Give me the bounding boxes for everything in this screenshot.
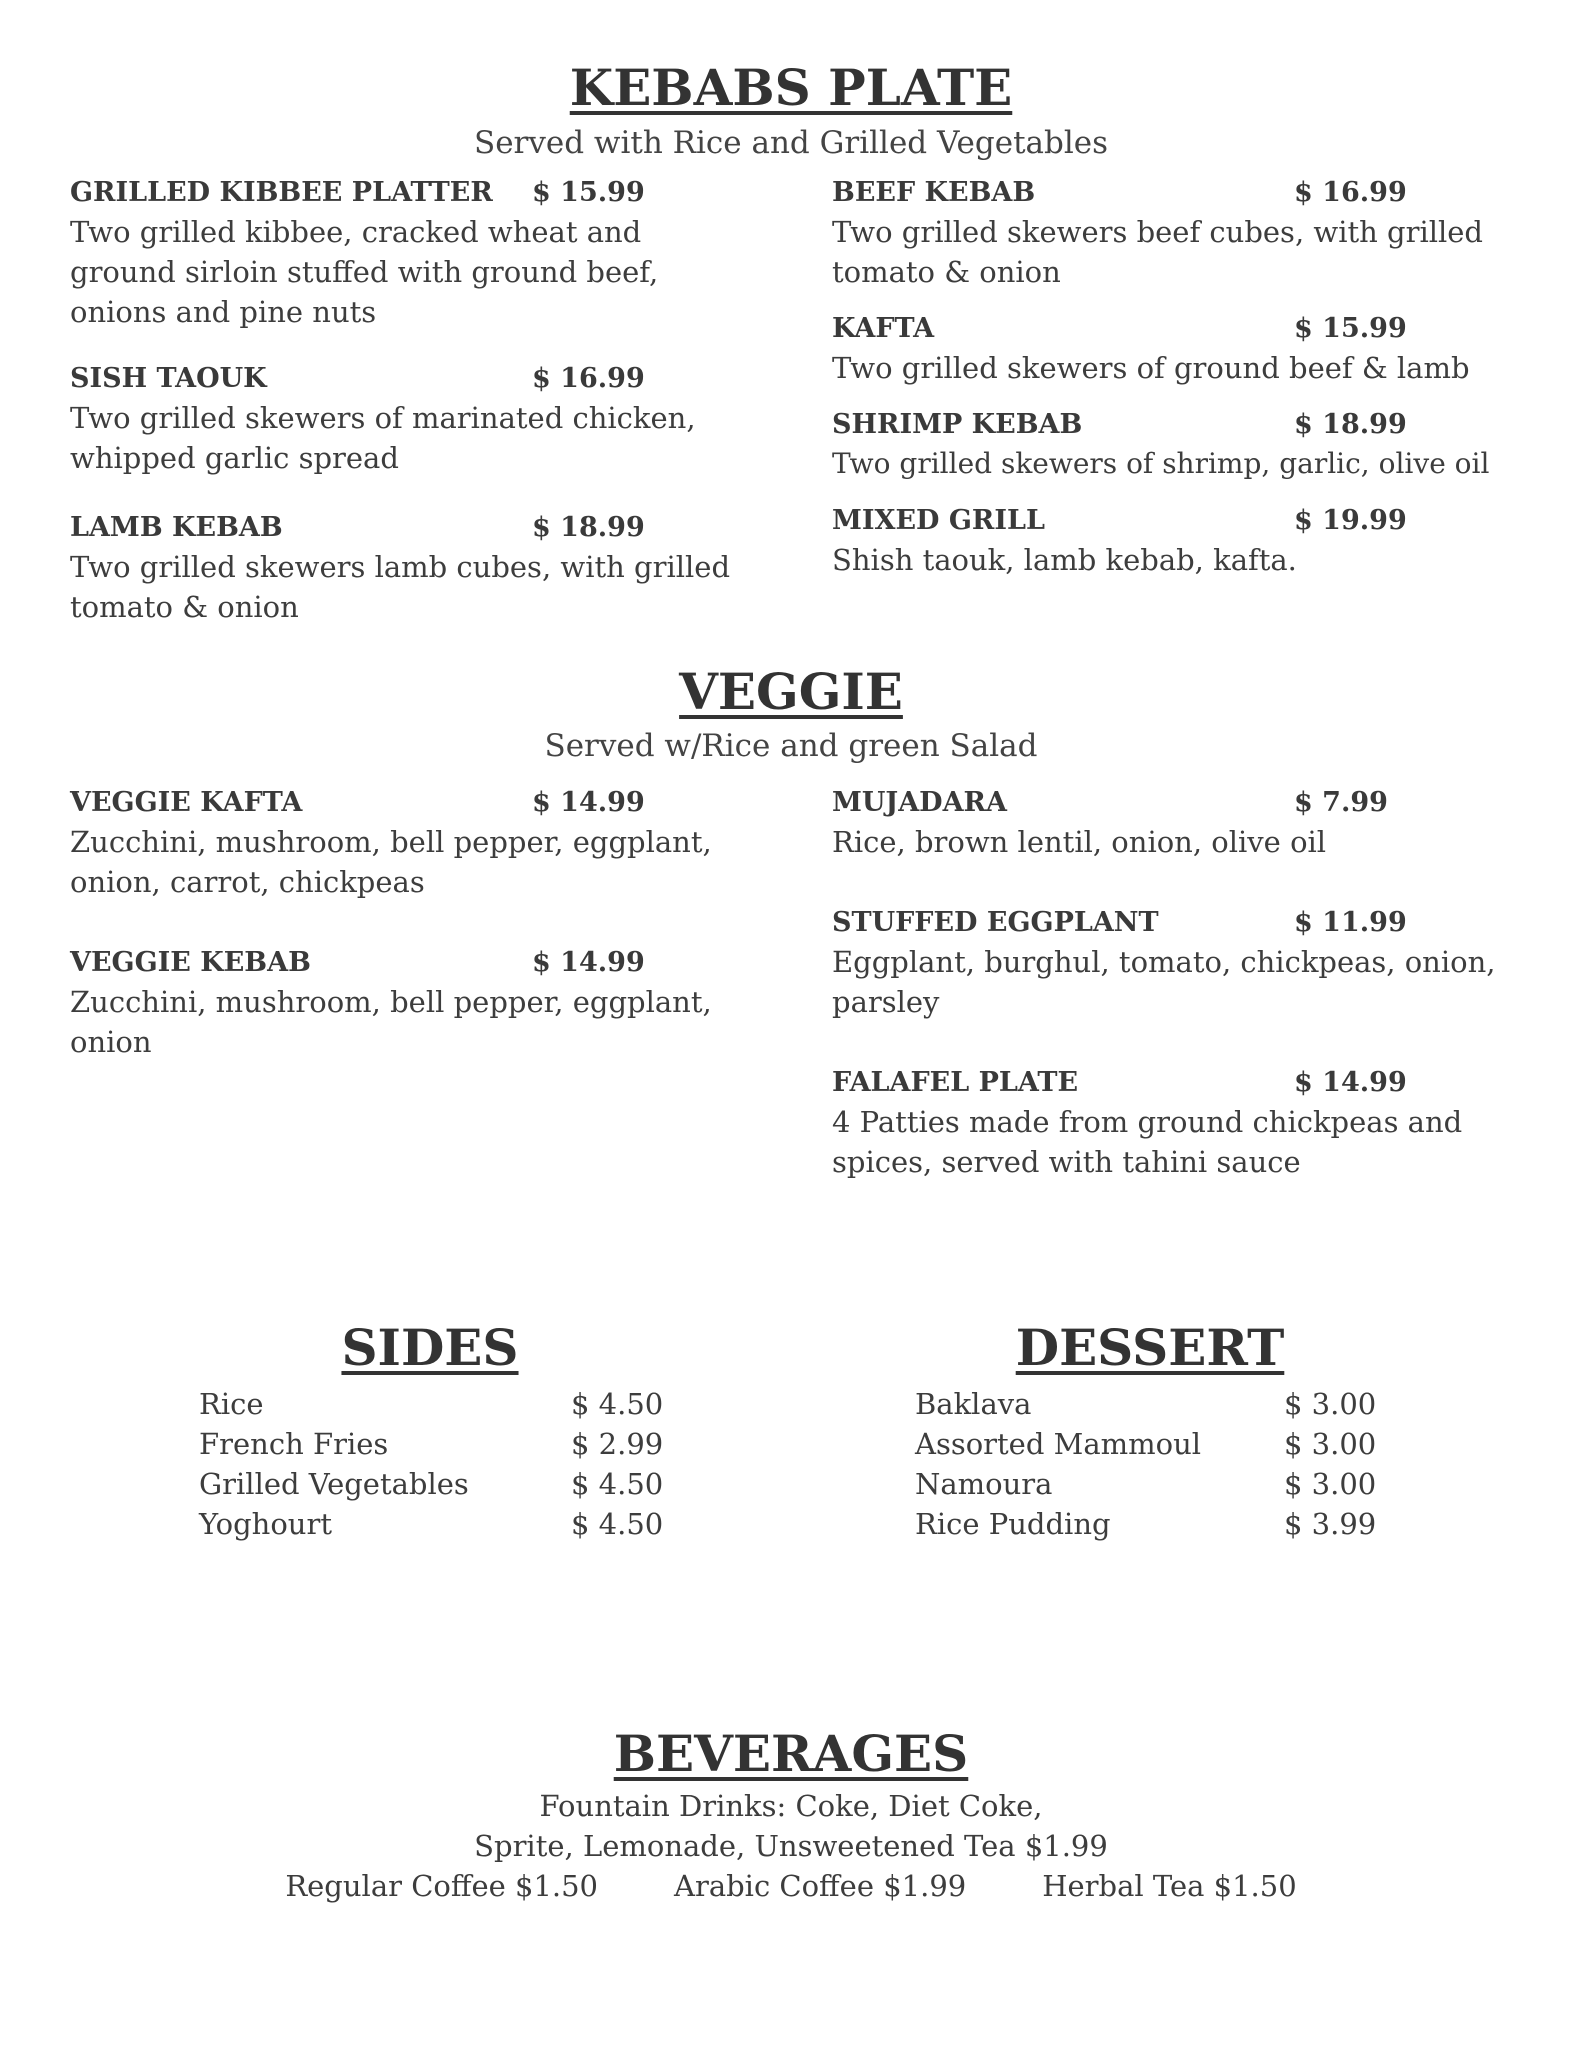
item-price: $ 16.99 bbox=[1294, 177, 1407, 208]
item-description: Two grilled kibbee, cracked wheat and ground sirloin stuffed with ground beef, onions and pine nuts bbox=[70, 215, 659, 329]
list-item bbox=[915, 1384, 1385, 1424]
item-name: SISH TAOUK bbox=[70, 363, 267, 394]
item-description: Two grilled skewers of ground beef & lamb bbox=[832, 351, 1470, 385]
side-name: French Fries bbox=[199, 1427, 389, 1461]
menu-item-beef-kebab bbox=[832, 176, 1512, 292]
menu-item-veggie-kebab bbox=[70, 946, 730, 1062]
item-name: KAFTA bbox=[832, 313, 935, 344]
menu-item-mixed-grill bbox=[832, 504, 1512, 580]
sides-list bbox=[199, 1384, 669, 1544]
item-description: Shish taouk, lamb kebab, kafta. bbox=[832, 543, 1297, 577]
item-description: 4 Patties made from ground chickpeas and spices, served with tahini sauce bbox=[832, 1105, 1463, 1179]
item-name: VEGGIE KAFTA bbox=[70, 787, 303, 818]
dessert-price: $ 3.99 bbox=[1284, 1507, 1377, 1541]
dessert-name: Assorted Mammoul bbox=[915, 1427, 1202, 1461]
item-name: SHRIMP KEBAB bbox=[832, 409, 1083, 440]
kebabs-title: KEBABS PLATE bbox=[569, 58, 1013, 117]
herbal-tea: Herbal Tea $1.50 bbox=[1042, 1869, 1297, 1903]
menu-item-kafta bbox=[832, 312, 1512, 388]
item-description: Zucchini, mushroom, bell pepper, eggplant, onion, carrot, chickpeas bbox=[70, 825, 712, 899]
item-description: Eggplant, burghul, tomato, chickpeas, onion, parsley bbox=[832, 945, 1496, 1019]
beverages-fountain-line: Fountain Drinks: Coke, Diet Coke, bbox=[539, 1789, 1043, 1823]
list-item bbox=[199, 1384, 669, 1424]
kebabs-subtitle: Served with Rice and Grilled Vegetables bbox=[473, 125, 1109, 161]
veggie-title: VEGGIE bbox=[679, 662, 903, 721]
dessert-name: Namoura bbox=[915, 1467, 1053, 1501]
side-name: Rice bbox=[199, 1387, 264, 1421]
menu-item-veggie-kafta bbox=[70, 786, 730, 902]
item-price: $ 14.99 bbox=[1294, 1067, 1407, 1098]
item-name: GRILLED KIBBEE PLATTER bbox=[70, 177, 493, 208]
item-description: Two grilled skewers of marinated chicken, whipped garlic spread bbox=[70, 401, 696, 475]
beverages-hot-drinks bbox=[0, 1866, 1582, 1906]
menu-item-sish-taouk bbox=[70, 362, 730, 478]
item-name: MUJADARA bbox=[832, 787, 1007, 818]
item-description: Zucchini, mushroom, bell pepper, eggplant, onion bbox=[70, 985, 712, 1059]
dessert-price: $ 3.00 bbox=[1284, 1467, 1377, 1501]
item-price: $ 18.99 bbox=[532, 512, 645, 543]
dessert-list bbox=[915, 1384, 1385, 1544]
menu-item-grilled-kibbee bbox=[70, 176, 730, 332]
list-item bbox=[199, 1464, 669, 1504]
item-name: LAMB KEBAB bbox=[70, 512, 283, 543]
item-price: $ 14.99 bbox=[532, 787, 645, 818]
list-item bbox=[915, 1424, 1385, 1464]
side-price: $ 2.99 bbox=[571, 1427, 664, 1461]
sides-title: SIDES bbox=[341, 1318, 519, 1377]
dessert-price: $ 3.00 bbox=[1284, 1427, 1377, 1461]
arabic-coffee: Arabic Coffee $1.99 bbox=[674, 1869, 967, 1903]
item-description: Rice, brown lentil, onion, olive oil bbox=[832, 825, 1327, 859]
item-price: $ 14.99 bbox=[532, 947, 645, 978]
item-price: $ 18.99 bbox=[1294, 409, 1407, 440]
menu-item-shrimp-kebab bbox=[832, 408, 1532, 484]
side-price: $ 4.50 bbox=[571, 1507, 664, 1541]
item-description: Two grilled skewers of shrimp, garlic, olive oil bbox=[832, 447, 1490, 480]
dessert-name: Baklava bbox=[915, 1387, 1032, 1421]
menu-item-falafel-plate bbox=[832, 1066, 1512, 1182]
item-name: FALAFEL PLATE bbox=[832, 1067, 1079, 1098]
list-item bbox=[199, 1424, 669, 1464]
beverages-fountain-line-2: Sprite, Lemonade, Unsweetened Tea $1.99 bbox=[474, 1829, 1108, 1863]
item-name: MIXED GRILL bbox=[832, 505, 1045, 536]
item-price: $ 15.99 bbox=[1294, 313, 1407, 344]
veggie-subtitle: Served w/Rice and green Salad bbox=[544, 728, 1038, 764]
menu-item-mujadara bbox=[832, 786, 1512, 862]
dessert-price: $ 3.00 bbox=[1284, 1387, 1377, 1421]
list-item bbox=[199, 1504, 669, 1544]
side-name: Grilled Vegetables bbox=[199, 1467, 469, 1501]
side-name: Yoghourt bbox=[199, 1507, 332, 1541]
menu-item-stuffed-eggplant bbox=[832, 906, 1512, 1022]
beverages-title: BEVERAGES bbox=[613, 1724, 969, 1783]
item-price: $ 16.99 bbox=[532, 363, 645, 394]
dessert-title: DESSERT bbox=[1015, 1318, 1285, 1377]
item-name: STUFFED EGGPLANT bbox=[832, 907, 1159, 938]
side-price: $ 4.50 bbox=[571, 1387, 664, 1421]
item-price: $ 15.99 bbox=[532, 177, 645, 208]
item-price: $ 11.99 bbox=[1294, 907, 1407, 938]
item-description: Two grilled skewers lamb cubes, with grilled tomato & onion bbox=[70, 550, 731, 624]
regular-coffee: Regular Coffee $1.50 bbox=[285, 1869, 599, 1903]
item-description: Two grilled skewers beef cubes, with grilled tomato & onion bbox=[832, 215, 1483, 289]
menu-item-lamb-kebab bbox=[70, 511, 730, 627]
side-price: $ 4.50 bbox=[571, 1467, 664, 1501]
item-name: VEGGIE KEBAB bbox=[70, 947, 311, 978]
item-price: $ 19.99 bbox=[1294, 505, 1407, 536]
item-price: $ 7.99 bbox=[1294, 787, 1388, 818]
dessert-name: Rice Pudding bbox=[915, 1507, 1111, 1541]
list-item bbox=[915, 1504, 1385, 1544]
list-item bbox=[915, 1464, 1385, 1504]
item-name: BEEF KEBAB bbox=[832, 177, 1036, 208]
